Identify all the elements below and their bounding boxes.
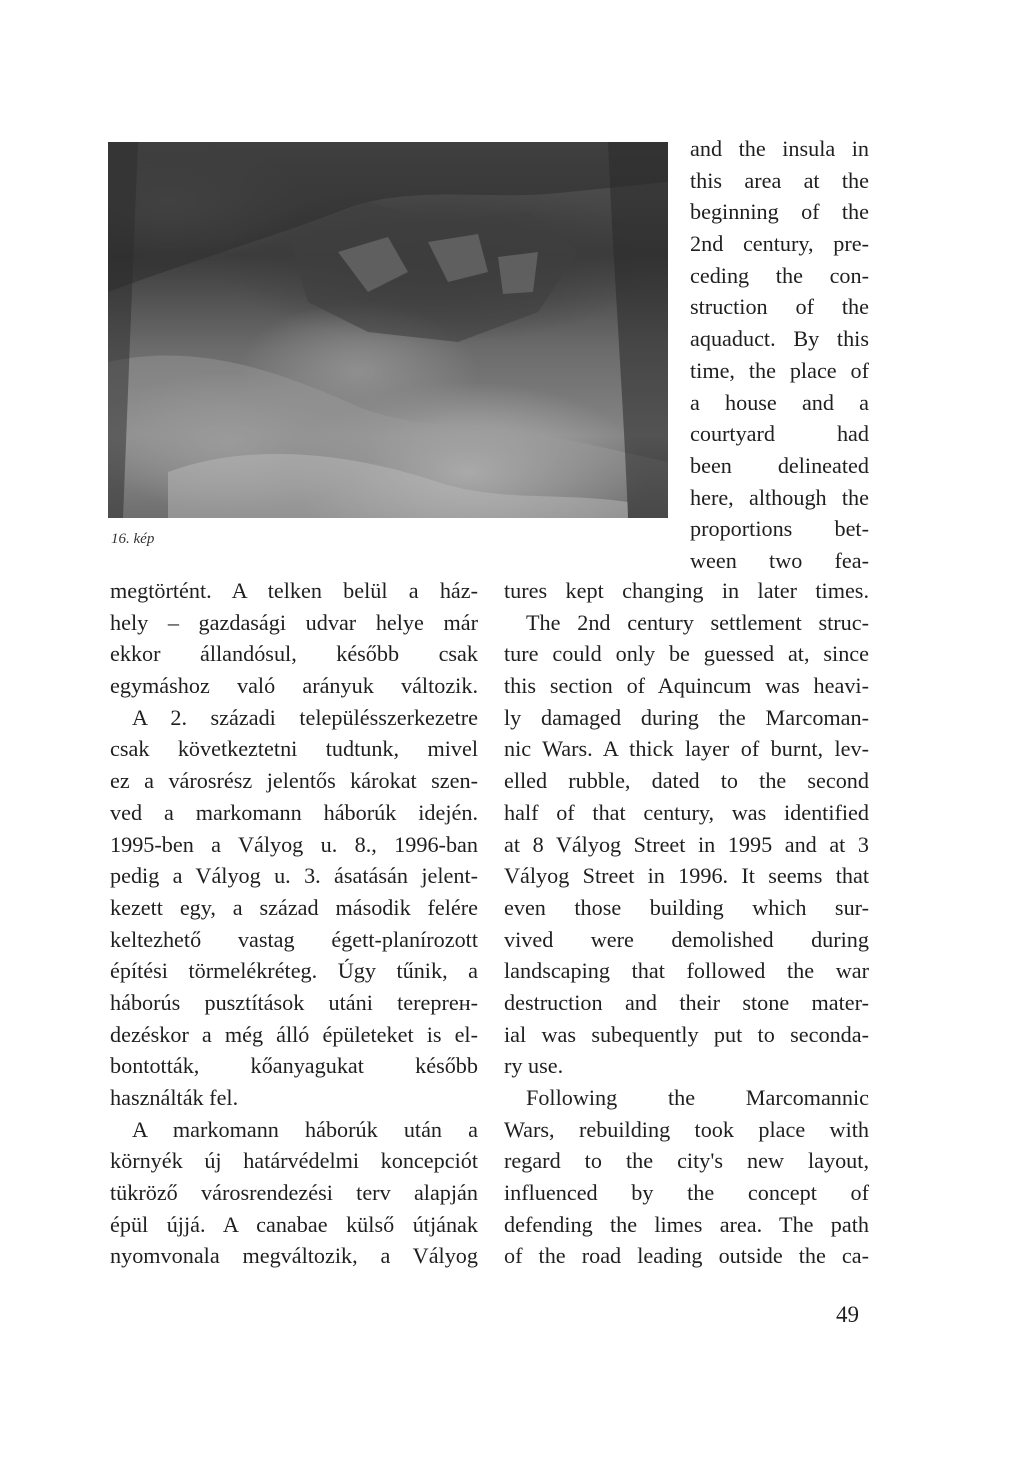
text-line: tures kept changing in later times. — [504, 578, 869, 603]
text-line: épül újjá. A canabae külső útjának — [110, 1211, 478, 1237]
english-text — [504, 575, 869, 1272]
text-line: ved a markomann háborúk idején. — [110, 799, 478, 825]
text-line: háborús pusztítások utáni tereprен- — [110, 989, 478, 1015]
text-line: influenced by the concept of — [504, 1180, 869, 1206]
english-text-top — [690, 133, 869, 577]
text-line: hely – gazdasági udvar helye már — [110, 609, 478, 635]
text-line: megtörtént. A telken belül a ház- — [110, 578, 478, 603]
text-line: ry use. — [504, 1053, 564, 1079]
text-line: ekkor állandósul, később csak — [110, 641, 478, 667]
text-line: ceding the con- — [690, 262, 869, 288]
text-line: regard to the city's new layout, — [504, 1148, 869, 1174]
text-line: csak következtetni tudtunk, mivel — [110, 736, 478, 762]
text-line: defending the limes area. The path — [504, 1211, 869, 1237]
text-line: a house and a — [690, 389, 869, 415]
text-line: használták fel. — [110, 1085, 239, 1110]
text-line: ez a városrész jelentős károkat szen- — [110, 768, 478, 794]
text-line: egymáshoz való arányuk változik. — [110, 673, 478, 699]
text-line: at 8 Vályog Street in 1995 and at 3 — [504, 831, 869, 857]
text-line: Wars, rebuilding took place with — [504, 1116, 869, 1142]
photo-caption: 16. kép — [111, 531, 155, 547]
text-line: 1995-ben a Vályog u. 8., 1996-ban — [110, 831, 478, 857]
text-line: ial was subequently put to seconda- — [504, 1021, 869, 1047]
page-number: 49 — [836, 1302, 859, 1327]
text-line: even those building which sur- — [504, 894, 869, 920]
text-line: nyomvonala megváltozik, a Vályog — [110, 1243, 478, 1269]
text-line: beginning of the — [690, 199, 869, 225]
text-line: ture could only be guessed at, since — [504, 641, 869, 667]
text-line: and the insula in — [690, 136, 869, 161]
hungarian-text — [110, 575, 478, 1272]
text-line: bontották, kőanyagukat később — [110, 1053, 478, 1079]
text-line: time, the place of — [690, 357, 869, 383]
text-line: elled rubble, dated to the second — [504, 768, 869, 794]
text-line: been delineated — [690, 452, 869, 478]
text-line: környék új határvédelmi koncepciót — [110, 1148, 478, 1174]
excavation-photo — [108, 142, 668, 518]
text-line: A markomann háborúk után a — [132, 1116, 478, 1142]
text-line: kezett egy, a század második felére — [110, 894, 478, 920]
text-line: vived were demolished during — [504, 926, 869, 952]
text-line: The 2nd century settlement struc- — [526, 609, 869, 635]
text-line: landscaping that followed the war — [504, 958, 869, 984]
text-line: tükröző városrendezési terv alapján — [110, 1180, 478, 1206]
text-line: courtyard had — [690, 421, 869, 447]
text-line: pedig a Vályog u. 3. ásatásán jelent- — [110, 863, 478, 889]
text-line: építési törmelékréteg. Úgy tűnik, a — [110, 958, 478, 984]
text-line: this section of Aquincum was heavi- — [504, 673, 869, 699]
text-line: half of that century, was identified — [504, 799, 869, 825]
text-line: nic Wars. A thick layer of burnt, lev- — [504, 736, 869, 762]
text-line: here, although the — [690, 484, 869, 510]
text-line: 2nd century, pre- — [690, 231, 869, 257]
text-line: struction of the — [690, 294, 869, 320]
text-line: Vályog Street in 1996. It seems that — [504, 863, 869, 889]
text-line: this area at the — [690, 167, 869, 193]
photo-texture — [108, 142, 668, 518]
text-line: dezéskor a még álló épületeket is el- — [110, 1021, 478, 1047]
text-line: of the road leading outside the ca- — [504, 1243, 869, 1269]
text-line: aquaduct. By this — [690, 326, 869, 352]
text-line: ly damaged during the Marcoman- — [504, 704, 869, 730]
text-line: destruction and their stone mater- — [504, 989, 869, 1015]
text-line: ween two fea- — [690, 547, 869, 573]
text-line: keltezhető vastag égett-planírozott — [110, 926, 478, 952]
text-line: Following the Marcomannic — [526, 1085, 869, 1110]
text-line: A 2. századi településszerkezetre — [132, 704, 478, 730]
text-line: proportions bet- — [690, 516, 869, 542]
